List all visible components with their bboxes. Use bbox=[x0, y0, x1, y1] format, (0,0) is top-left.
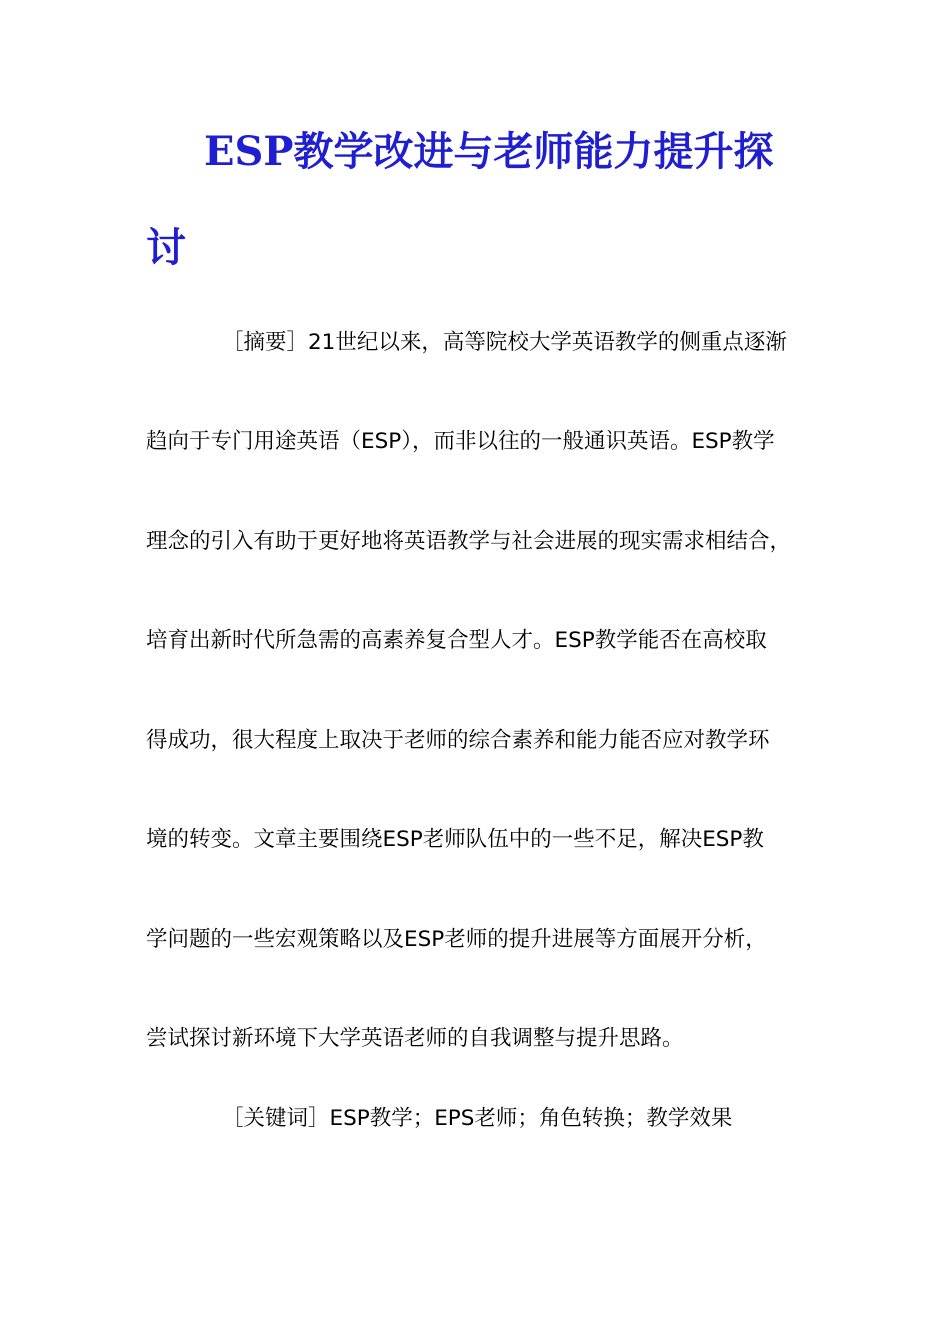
document-title-line-2: 讨 bbox=[146, 224, 186, 271]
abstract-line-2: 趋向于专门用途英语（ESP），而非以往的一般通识英语。ESP教学 bbox=[146, 429, 775, 454]
abstract-line-3: 理念的引入有助于更好地将英语教学与社会进展的现实需求相结合， bbox=[146, 529, 792, 554]
abstract-line-4: 培育出新时代所急需的高素养复合型人才。ESP教学能否在高校取 bbox=[146, 628, 767, 653]
abstract-line-1: ［摘要］21世纪以来，高等院校大学英语教学的侧重点逐渐 bbox=[222, 330, 787, 355]
document-title-line-1: ESP教学改进与老师能力提升探 bbox=[204, 128, 774, 175]
abstract-line-7: 学问题的一些宏观策略以及ESP老师的提升进展等方面展开分析， bbox=[146, 927, 767, 952]
abstract-line-6: 境的转变。文章主要围绕ESP老师队伍中的一些不足，解决ESP教 bbox=[146, 827, 764, 852]
abstract-line-5: 得成功，很大程度上取决于老师的综合素养和能力能否应对教学环 bbox=[146, 728, 770, 753]
keywords-line: ［关键词］ESP教学；EPS老师；角色转换；教学效果 bbox=[222, 1106, 733, 1131]
abstract-line-8: 尝试探讨新环境下大学英语老师的自我调整与提升思路。 bbox=[146, 1026, 684, 1051]
